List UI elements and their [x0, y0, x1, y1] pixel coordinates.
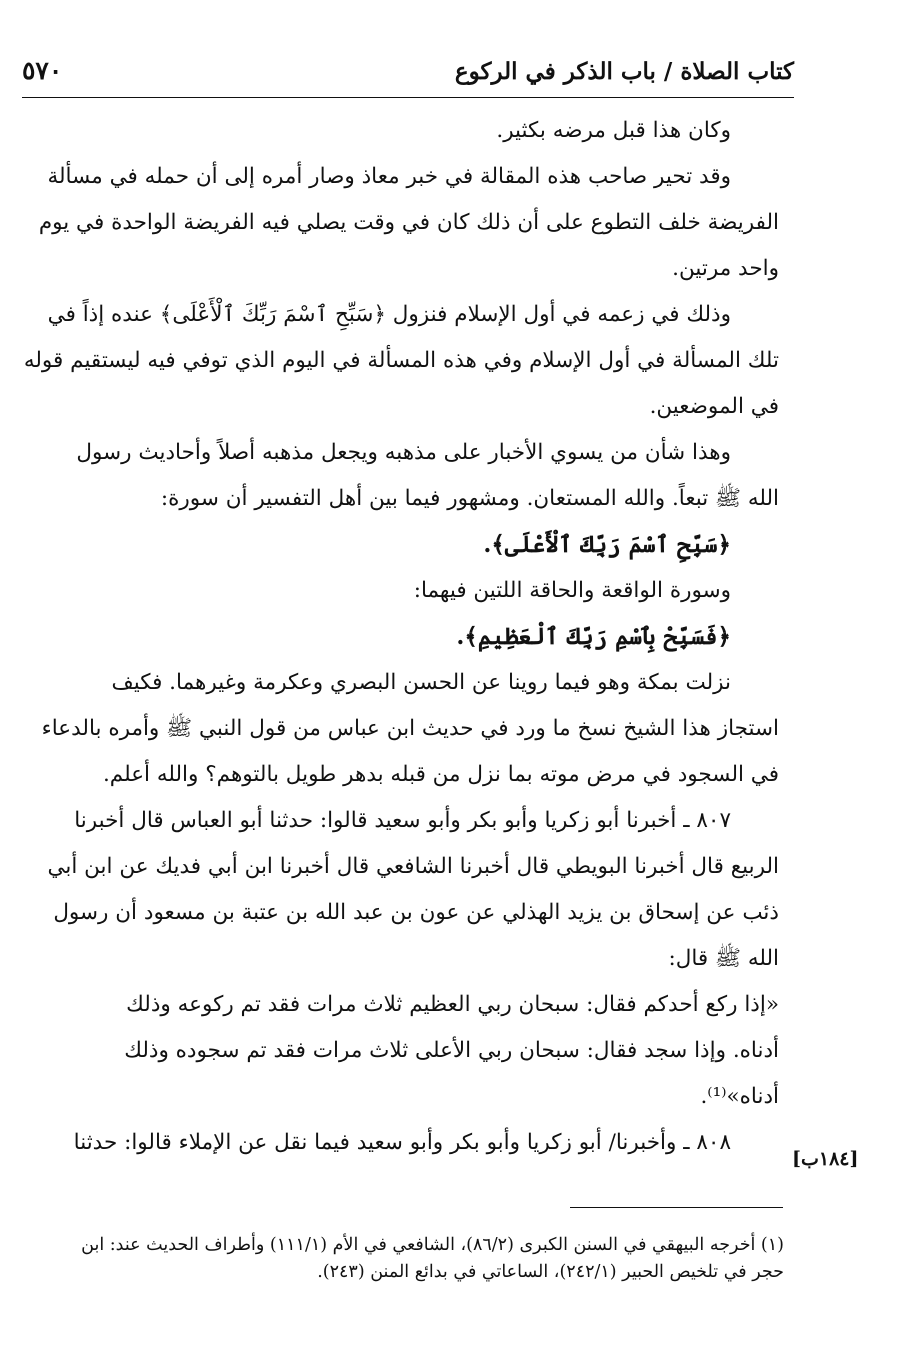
text-line: تلك المسألة في أول الإسلام وفي هذه المسألة في اليوم الذي توفي فيه ليستقيم قوله — [23, 348, 779, 373]
text-line: الله ﷺ تبعاً. والله المستعان. ومشهور فيما بين أهل التفسير أن سورة: — [160, 486, 779, 511]
text-line: الله ﷺ قال: — [668, 946, 779, 971]
text-line: ٨٠٨ ـ وأخبرنا/ أبو زكريا وأبو بكر وأبو سعيد فيما نقل عن الإملاء قالوا: حدثنا — [73, 1130, 731, 1155]
page-header — [22, 54, 794, 94]
text-line: أدناه»⁽¹⁾. — [700, 1084, 779, 1109]
text-line: وذلك في زعمه في أول الإسلام فنزول ﴿سَبِّحِ ٱسْمَ رَبِّكَ ٱلْأَعْلَى﴾ عنده إذاً في — [47, 302, 731, 327]
footnote-line: حجر في تلخيص الحبير (٢٤٢/١)، الساعاتي في بدائع المنن (٢٤٣). — [317, 1262, 784, 1282]
quran-verse-line: ﴿سَبِّحِ ٱسْمَ رَبِّكَ ٱلْأَعْلَى﴾. — [483, 531, 731, 558]
text-line: الربيع قال أخبرنا البويطي قال أخبرنا الشافعي قال أخبرنا ابن أبي فديك عن ابن أبي — [47, 854, 779, 879]
text-line: في السجود في مرض موته بما نزل من قبله بدهر طويل بالتوهم؟ والله أعلم. — [102, 762, 779, 787]
header-rule — [22, 97, 794, 98]
text-line: ذئب عن إسحاق بن يزيد الهذلي عن عون بن عبد الله بن عتبة بن مسعود أن رسول — [53, 900, 779, 925]
text-line: وسورة الواقعة والحاقة اللتين فيهما: — [413, 578, 731, 603]
quran-verse-line: ﴿فَسَبِّحْ بِٱسْمِ رَبِّكَ ٱلْعَظِيمِ﴾. — [456, 623, 731, 650]
text-line: نزلت بمكة وهو فيما روينا عن الحسن البصري وعكرمة وغيرهما. فكيف — [111, 670, 731, 695]
text-line: استجاز هذا الشيخ نسخ ما ورد في حديث ابن عباس من قول النبي ﷺ وأمره بالدعاء — [41, 716, 779, 741]
manuscript-folio-marker: [١٨٤ب] — [792, 1148, 859, 1170]
text-line: أدناه. وإذا سجد فقال: سبحان ربي الأعلى ثلاث مرات فقد تم سجوده وذلك — [124, 1038, 779, 1063]
footnote-line: (١) أخرجه البيهقي في السنن الكبرى (٨٦/٢)، الشافعي في الأم (١١١/١) وأطراف الحديث عند: ابن — [81, 1235, 784, 1255]
text-line: وكان هذا قبل مرضه بكثير. — [496, 118, 731, 143]
text-line: وهذا شأن من يسوي الأخبار على مذهبه ويجعل مذهبه أصلاً وأحاديث رسول — [76, 440, 731, 465]
page-number: ٥٧٠ — [22, 56, 63, 85]
running-title: كتاب الصلاة / باب الذكر في الركوع — [454, 58, 794, 85]
text-line: وقد تحير صاحب هذه المقالة في خبر معاذ وصار أمره إلى أن حمله في مسألة — [47, 164, 731, 189]
text-line: الفريضة خلف التطوع على أن ذلك كان في وقت يصلي فيه الفريضة الواحدة في يوم — [38, 210, 779, 235]
text-line: واحد مرتين. — [672, 256, 779, 281]
footnote-rule — [570, 1207, 783, 1208]
text-line: في الموضعين. — [649, 394, 779, 419]
text-line: ٨٠٧ ـ أخبرنا أبو زكريا وأبو بكر وأبو سعيد قالوا: حدثنا أبو العباس قال أخبرنا — [74, 808, 731, 833]
text-line: «إذا ركع أحدكم فقال: سبحان ربي العظيم ثلاث مرات فقد تم ركوعه وذلك — [126, 992, 779, 1017]
footnotes — [24, 1232, 784, 1286]
main-text — [23, 108, 779, 1166]
